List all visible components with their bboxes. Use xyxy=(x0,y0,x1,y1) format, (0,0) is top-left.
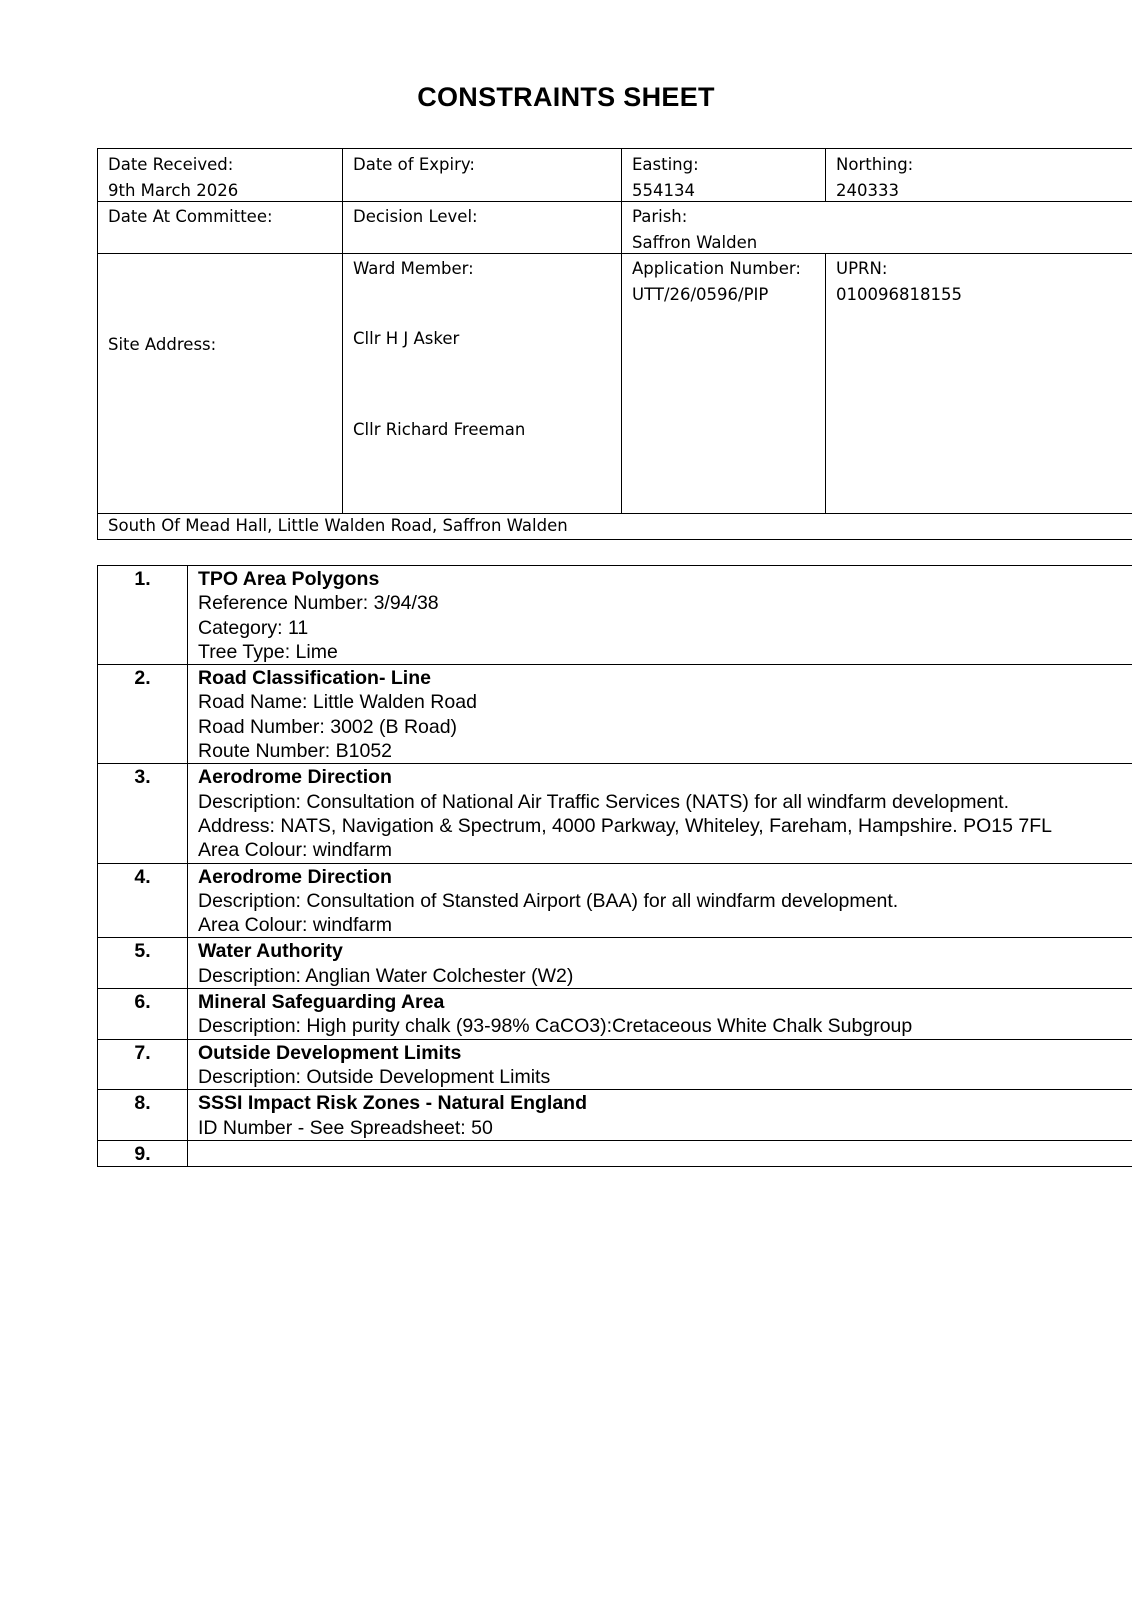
decision-level-label: Decision Level: xyxy=(353,207,478,226)
constraint-title: Aerodrome Direction xyxy=(198,766,392,789)
constraint-title: Water Authority xyxy=(198,940,343,963)
constraint-title: Aerodrome Direction xyxy=(198,865,392,888)
site-address-label-cell xyxy=(98,329,342,361)
constraint-line: ID Number - See Spreadsheet: 50 xyxy=(198,1116,493,1139)
constraint-line: Reference Number: 3/94/38 xyxy=(198,592,439,615)
application-number-value: UTT/26/0596/PIP xyxy=(632,285,769,304)
constraint-title: Road Classification- Line xyxy=(198,667,431,690)
constraint-number: 5. xyxy=(98,938,188,989)
constraint-line: Route Number: B1052 xyxy=(198,740,393,763)
constraint-line: Area Colour: windfarm xyxy=(198,914,392,937)
parish-value: Saffron Walden xyxy=(632,233,758,252)
date-of-expiry-cell xyxy=(343,149,621,181)
ward-member-label-cell xyxy=(343,253,621,285)
constraint-row xyxy=(98,863,1132,938)
application-number-label: Application Number: xyxy=(632,259,801,278)
constraint-body xyxy=(188,989,1132,1040)
constraint-number: 2. xyxy=(98,665,188,764)
constraint-body xyxy=(188,863,1132,938)
constraint-line: Description: Outside Development Limits xyxy=(198,1065,551,1088)
ward-member-1: Cllr H J Asker xyxy=(353,329,460,348)
constraint-number: 1. xyxy=(98,566,188,665)
site-address-value: South Of Mead Hall, Little Walden Road, Saffron Walden xyxy=(108,516,568,535)
constraint-row xyxy=(98,665,1132,764)
constraint-body xyxy=(188,566,1132,665)
constraint-row xyxy=(98,1039,1132,1090)
constraint-number: 9. xyxy=(98,1140,188,1166)
constraint-title xyxy=(198,1142,1132,1166)
parish-label: Parish: xyxy=(632,207,688,226)
uprn-label: UPRN: xyxy=(836,259,888,278)
easting-cell xyxy=(622,149,825,207)
easting-value: 554134 xyxy=(632,181,695,200)
constraint-line: Road Number: 3002 (B Road) xyxy=(198,715,458,738)
constraint-number: 8. xyxy=(98,1090,188,1141)
uprn-value: 010096818155 xyxy=(836,285,962,304)
constraint-title: Mineral Safeguarding Area xyxy=(198,991,445,1014)
date-received-cell xyxy=(98,149,342,207)
constraint-row xyxy=(98,938,1132,989)
constraint-body xyxy=(188,1140,1132,1166)
constraint-title: TPO Area Polygons xyxy=(198,568,380,590)
constraint-line: Road Name: Little Walden Road xyxy=(198,691,477,714)
parish-cell xyxy=(622,201,1122,259)
constraint-row xyxy=(98,1090,1132,1141)
constraint-row xyxy=(98,1140,1132,1166)
constraint-line: Address: NATS, Navigation & Spectrum, 4000 Parkway, Whiteley, Fareham, Hampshire. PO15 7FL xyxy=(198,814,1053,837)
site-address-label: Site Address: xyxy=(108,335,217,354)
application-info-table xyxy=(97,148,1132,540)
constraint-number: 7. xyxy=(98,1039,188,1090)
ward-member-1-cell xyxy=(343,323,621,355)
decision-level-cell xyxy=(343,201,621,233)
northing-cell xyxy=(826,149,1126,207)
application-number-cell xyxy=(622,253,825,311)
constraint-body xyxy=(188,938,1132,989)
constraint-body xyxy=(188,1039,1132,1090)
date-at-committee-label: Date At Committee: xyxy=(108,207,273,226)
northing-label: Northing: xyxy=(836,155,914,174)
constraint-number: 6. xyxy=(98,989,188,1040)
constraint-body xyxy=(188,665,1132,764)
date-received-value: 9th March 2026 xyxy=(108,181,239,200)
northing-value: 240333 xyxy=(836,181,899,200)
constraint-body xyxy=(188,764,1132,863)
constraints-table xyxy=(97,565,1132,1167)
easting-label: Easting: xyxy=(632,155,699,174)
constraint-title: SSSI Impact Risk Zones - Natural England xyxy=(198,1092,588,1115)
constraint-number: 3. xyxy=(98,764,188,863)
date-received-label: Date Received: xyxy=(108,155,234,174)
constraint-title: Outside Development Limits xyxy=(198,1041,462,1064)
constraint-line: Description: High purity chalk (93-98% CaCO3):Cretaceous White Chalk Subgroup xyxy=(198,1015,913,1038)
constraint-line: Category: 11 xyxy=(198,616,309,639)
constraint-line: Description: Consultation of Stansted Airport (BAA) for all windfarm development. xyxy=(198,889,899,912)
constraint-row xyxy=(98,764,1132,863)
constraint-number: 4. xyxy=(98,863,188,938)
constraint-row xyxy=(98,989,1132,1040)
constraint-line: Description: Anglian Water Colchester (W2) xyxy=(198,964,574,987)
ward-member-label: Ward Member: xyxy=(353,259,474,278)
constraints-body xyxy=(98,566,1132,1167)
date-at-committee-cell xyxy=(98,201,342,233)
constraint-line: Area Colour: windfarm xyxy=(198,839,392,862)
constraint-line: Tree Type: Lime xyxy=(198,640,338,663)
page-title: CONSTRAINTS SHEET xyxy=(417,82,715,112)
constraint-row xyxy=(98,566,1132,665)
site-address-cell xyxy=(98,511,1128,542)
date-of-expiry-label: Date of Expiry: xyxy=(353,155,475,174)
uprn-cell xyxy=(826,253,1126,311)
constraint-line: Description: Consultation of National Air Traffic Services (NATS) for all windfarm development. xyxy=(198,790,1010,813)
constraint-body xyxy=(188,1090,1132,1141)
ward-member-2: Cllr Richard Freeman xyxy=(353,420,526,439)
ward-member-2-cell xyxy=(343,414,621,446)
